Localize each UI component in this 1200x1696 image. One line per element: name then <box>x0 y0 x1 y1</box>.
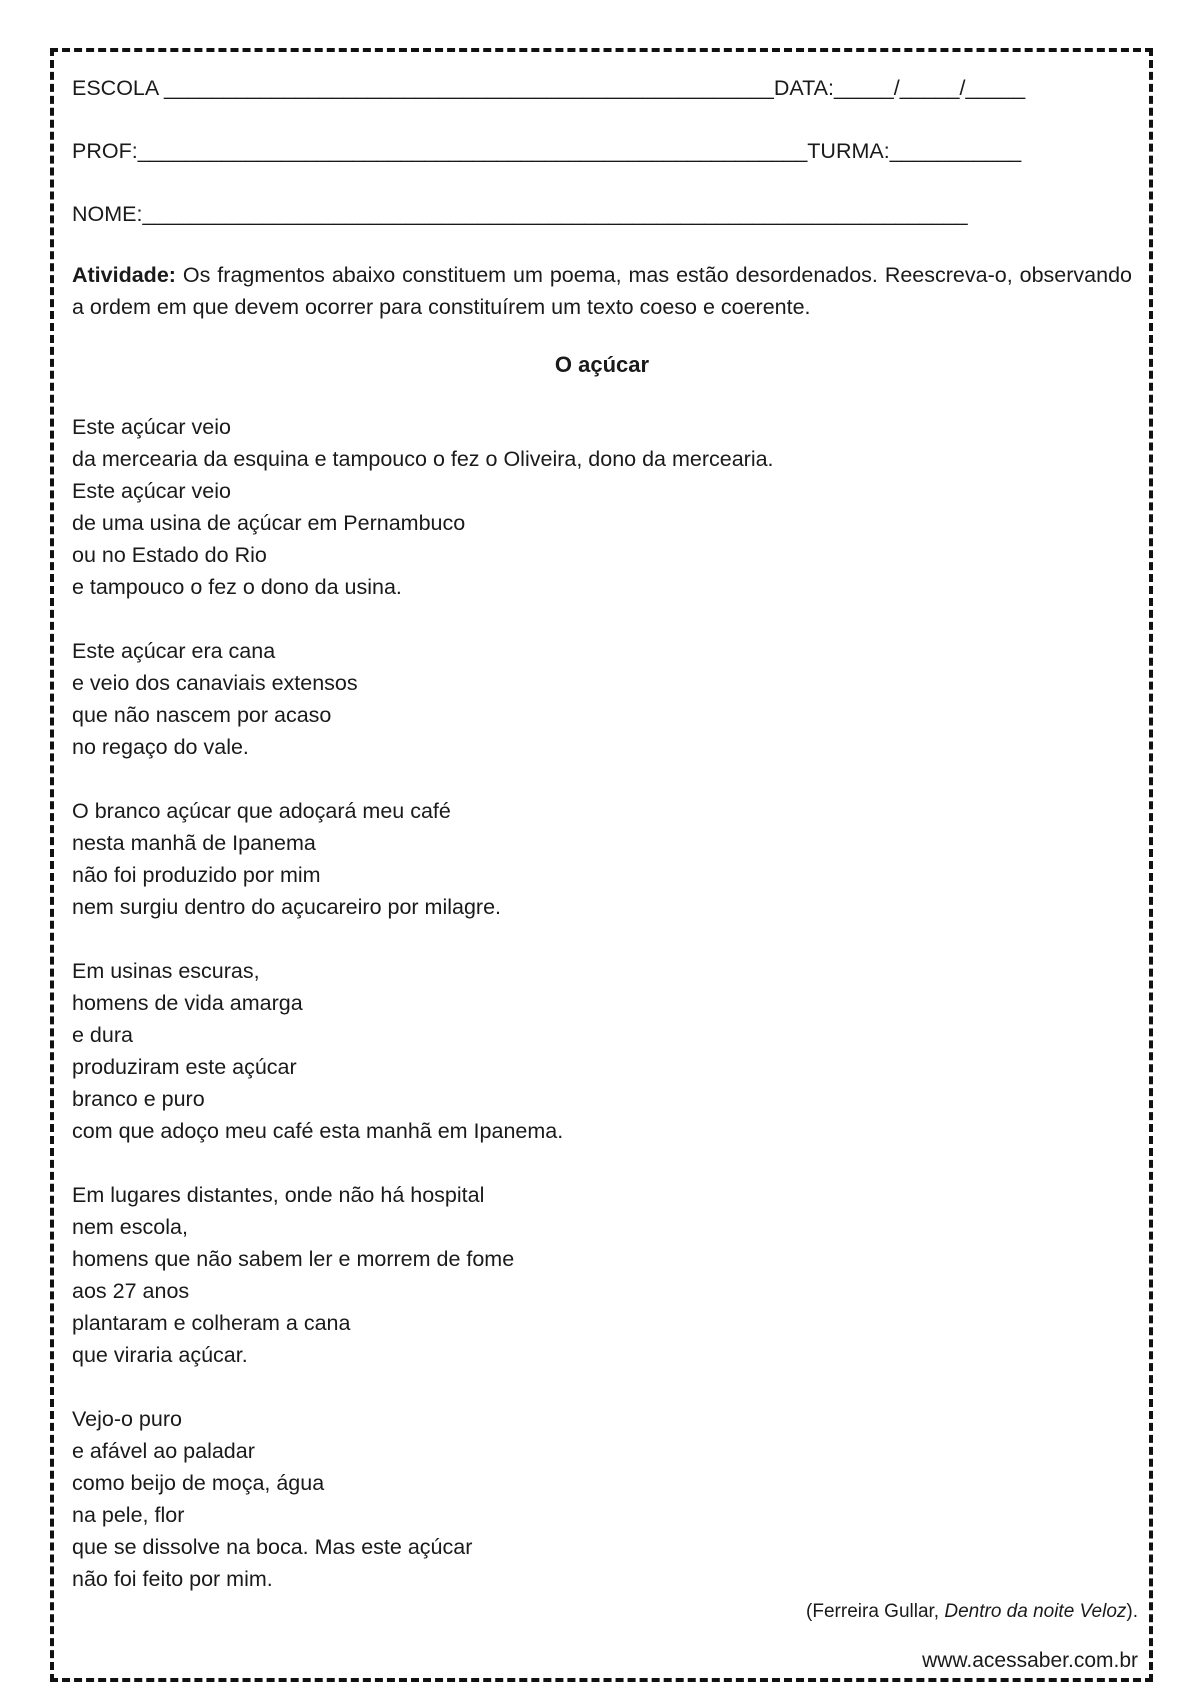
worksheet-content <box>72 70 1132 1627</box>
nome-line <box>72 196 1132 232</box>
activity-instructions <box>72 259 1132 323</box>
poem-verse: homens de vida amarga <box>72 991 303 1015</box>
escola-data-line <box>72 70 1132 106</box>
poem-stanza <box>72 1403 1132 1595</box>
poem-verse: Este açúcar veio <box>72 479 231 503</box>
poem-verse: que não nascem por acaso <box>72 703 332 727</box>
poem-verse: Em usinas escuras, <box>72 959 260 983</box>
prof-turma-line <box>72 133 1132 169</box>
escola-data-label: ESCOLA ___________________________________________________DATA:_____/_____/_____ <box>72 76 1026 100</box>
prof-turma-label: PROF:________________________________________________________TURMA:___________ <box>72 139 1022 163</box>
poem-verse: da mercearia da esquina e tampouco o fez o Oliveira, dono da mercearia. <box>72 447 774 471</box>
poem-verse: Este açúcar era cana <box>72 639 276 663</box>
poem-stanza <box>72 411 1132 603</box>
poem-stanza <box>72 955 1132 1147</box>
poem-stanza <box>72 635 1132 763</box>
poem-verse: e dura <box>72 1023 133 1047</box>
poem-verse: que viraria açúcar. <box>72 1343 248 1367</box>
poem-stanza <box>72 795 1132 923</box>
poem-verse: com que adoço meu café esta manhã em Ipanema. <box>72 1119 564 1143</box>
poem-verse: plantaram e colheram a cana <box>72 1311 351 1335</box>
poem-verse: nem escola, <box>72 1215 188 1239</box>
poem-verse: homens que não sabem ler e morrem de fome <box>72 1247 515 1271</box>
poem-verse: O branco açúcar que adoçará meu café <box>72 799 451 823</box>
poem-verse: não foi produzido por mim <box>72 863 321 887</box>
poem-verse: nesta manhã de Ipanema <box>72 831 316 855</box>
citation-prefix: (Ferreira Gullar, <box>806 1601 945 1622</box>
poem-stanza <box>72 1179 1132 1371</box>
poem-verse: que se dissolve na boca. Mas este açúcar <box>72 1535 473 1559</box>
poem-verse: Vejo-o puro <box>72 1407 182 1431</box>
poem-verse: Em lugares distantes, onde não há hospital <box>72 1183 485 1207</box>
poem-verse: não foi feito por mim. <box>72 1567 273 1591</box>
poem-verse: nem surgiu dentro do açucareiro por milagre. <box>72 895 502 919</box>
poem-body <box>72 411 1132 1595</box>
poem-verse: de uma usina de açúcar em Pernambuco <box>72 511 466 535</box>
poem-verse: e afável ao paladar <box>72 1439 255 1463</box>
poem-verse: Este açúcar veio <box>72 415 231 439</box>
poem-verse: aos 27 anos <box>72 1279 190 1303</box>
nome-label: NOME:_____________________________________________________________________ <box>72 202 968 226</box>
poem-verse: produziram este açúcar <box>72 1055 297 1079</box>
poem-verse: e tampouco o fez o dono da usina. <box>72 575 402 599</box>
poem-verse: como beijo de moça, água <box>72 1471 325 1495</box>
poem-verse: ou no Estado do Rio <box>72 543 267 567</box>
poem-verse: no regaço do vale. <box>72 735 249 759</box>
citation <box>806 1601 1138 1623</box>
website-footer: www.acessaber.com.br <box>922 1649 1138 1672</box>
poem-verse: e veio dos canaviais extensos <box>72 671 358 695</box>
citation-suffix: ). <box>1126 1601 1138 1622</box>
activity-label: Atividade: <box>72 263 176 287</box>
poem-verse: na pele, flor <box>72 1503 185 1527</box>
poem-title: O açúcar <box>554 352 650 377</box>
poem-verse: branco e puro <box>72 1087 205 1111</box>
activity-text: Os fragmentos abaixo constituem um poema, mas estão desordenados. Reescreva-o, observando a ordem em que devem ocorrer para constituírem um texto coeso e coerente. <box>72 263 1132 319</box>
citation-work: Dentro da noite Veloz <box>944 1601 1127 1622</box>
